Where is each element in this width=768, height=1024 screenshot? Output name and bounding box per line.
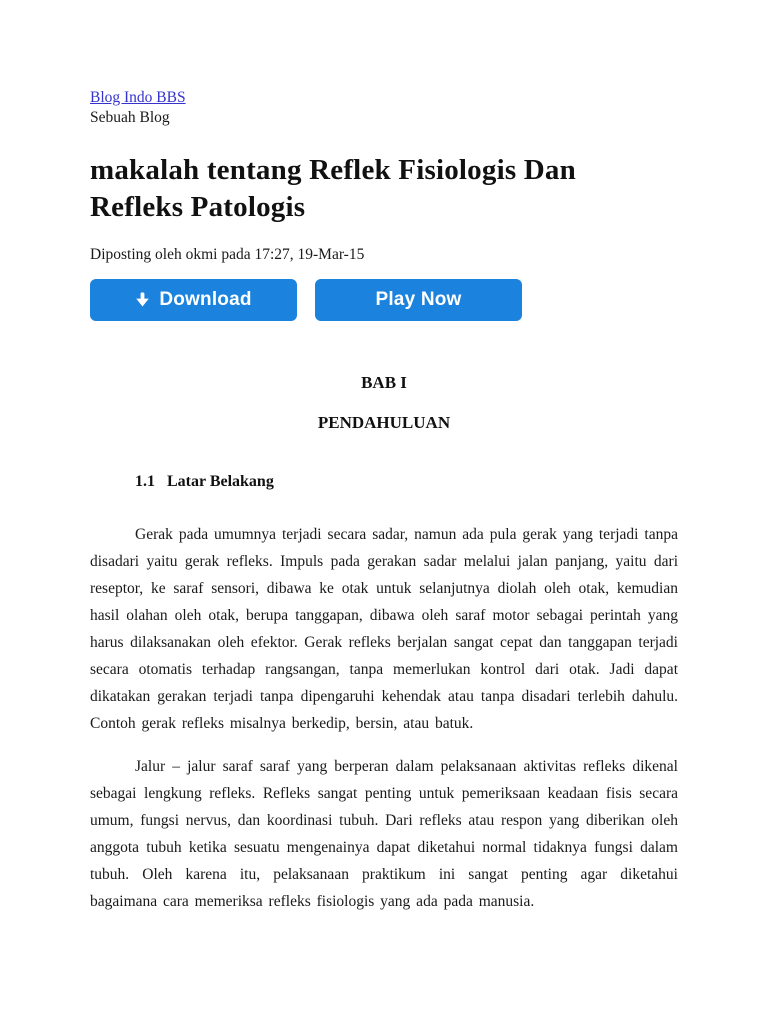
play-now-button[interactable] <box>315 279 522 321</box>
section-title: Latar Belakang <box>167 472 274 490</box>
download-button[interactable] <box>90 279 297 321</box>
section-number: 1.1 <box>135 472 155 490</box>
post-byline: Diposting oleh okmi pada 17:27, 19-Mar-15 <box>90 245 365 263</box>
download-button-label: Download <box>159 288 252 310</box>
page-title: makalah tentang Reflek Fisiologis Dan Refleks Patologis <box>90 154 576 224</box>
blog-subtitle: Sebuah Blog <box>90 109 170 127</box>
blog-header <box>90 88 678 128</box>
section-heading <box>90 473 678 491</box>
chapter-heading: BAB I <box>361 372 407 392</box>
body-paragraph: Jalur – jalur saraf saraf yang berperan dalam pelaksanaan aktivitas refleks dikenal sebagai lengkung refleks. Refleks sangat penting untuk pemeriksaan keadaan fisis secara umum, fungsi nervus, dan koordinasi tubuh. Dari refleks atau respon yang diberikan oleh anggota tubuh ketika sesuatu mengenainya dapat diketahui normal tidaknya fungsi dalam tubuh. Oleh karena itu, pelaksanaan praktikum ini sangat penting agar diketahui bagaimana cara memeriksa refleks fisiologis yang ada pada manusia. <box>90 757 678 910</box>
down-arrow-icon <box>135 292 150 308</box>
play-now-button-label: Play Now <box>375 288 462 310</box>
body-paragraph: Gerak pada umumnya terjadi secara sadar, namun ada pula gerak yang terjadi tanpa disadari yaitu gerak refleks. Impuls pada gerakan sadar melalui jalan panjang, yaitu dari reseptor, ke saraf sensori, dibawa ke otak untuk selanjutnya diolah oleh otak, kemudian hasil olahan oleh otak, berupa tanggapan, dibawa oleh saraf motor sebagai perintah yang harus dilaksanakan oleh efektor. Gerak refleks berjalan sangat cepat dan tanggapan terjadi secara otomatis terhadap rangsangan, tanpa memerlukan kontrol dari otak. Jadi dapat dikatakan gerakan terjadi tanpa dipengaruhi kehendak atau tanpa disadari terlebih dahulu. Contoh gerak refleks misalnya berkedip, bersin, atau batuk. <box>90 525 678 732</box>
ad-button-row <box>90 279 678 321</box>
blog-home-link[interactable]: Blog Indo BBS <box>90 89 186 106</box>
chapter-title: PENDAHULUAN <box>317 412 451 432</box>
